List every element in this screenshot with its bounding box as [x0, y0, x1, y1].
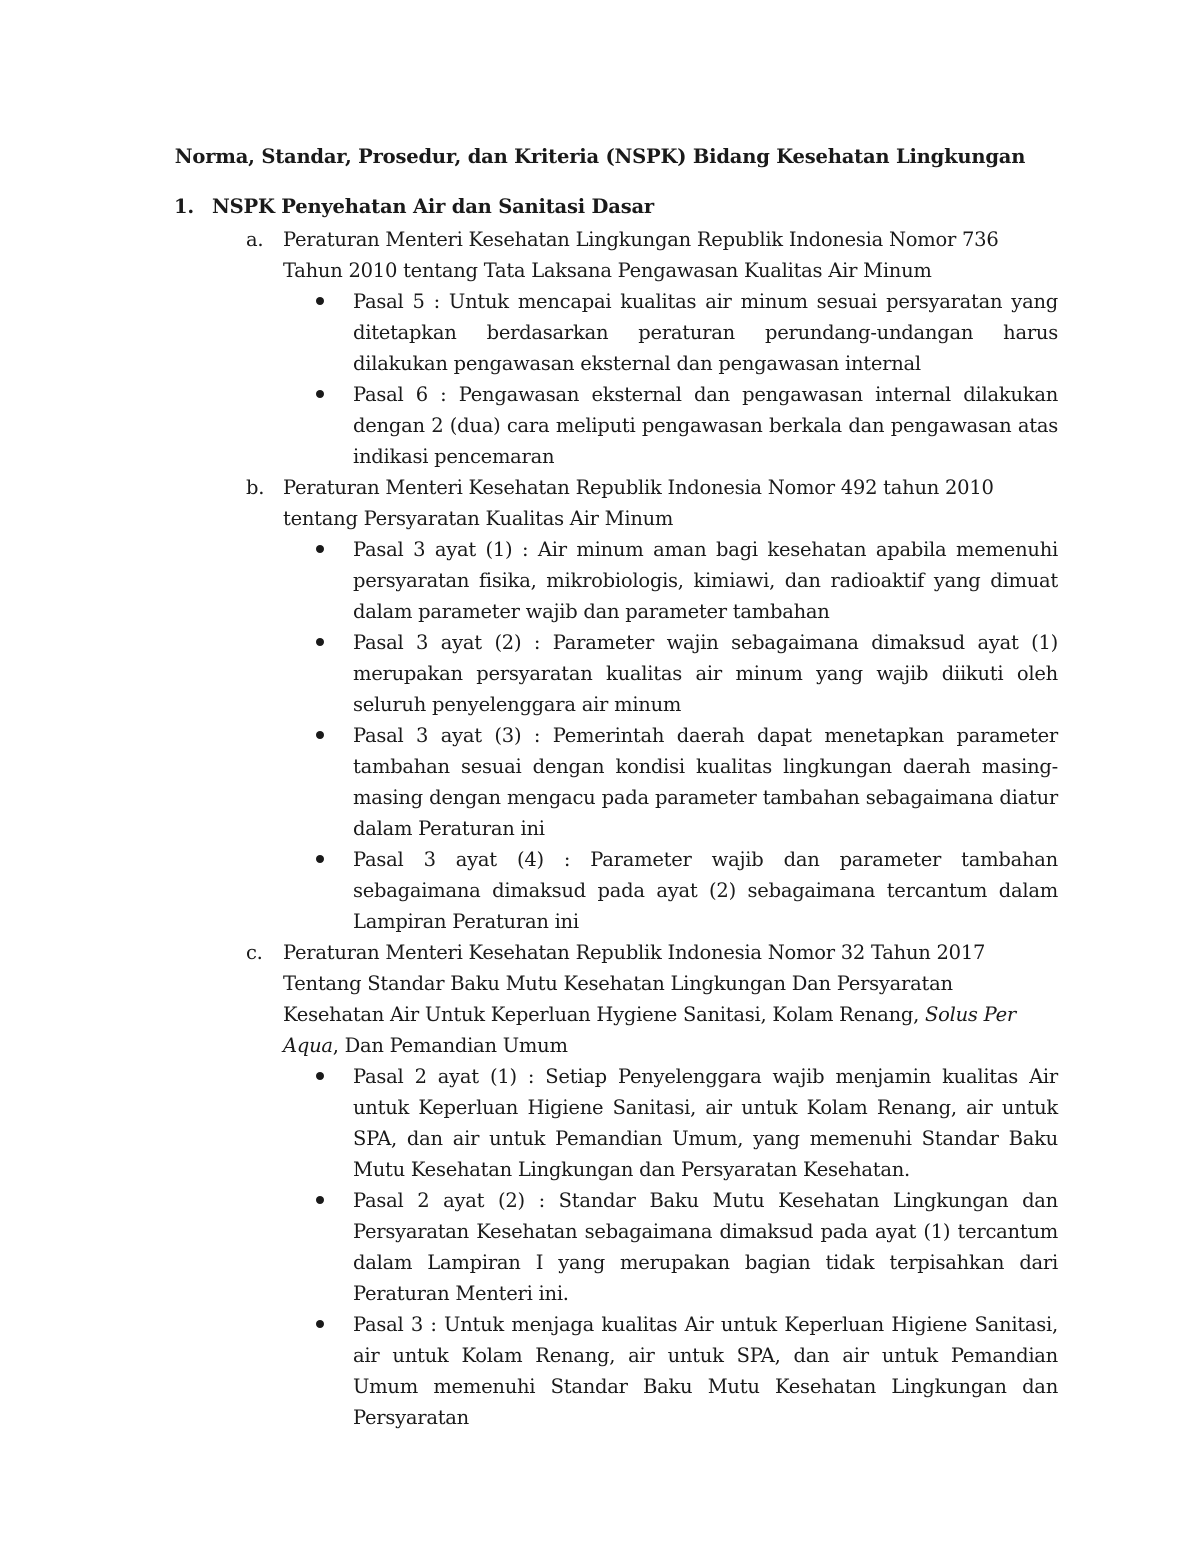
bullet-dot-icon [316, 1320, 324, 1328]
regulation-item-a [0, 224, 1058, 286]
bullet-text: Pasal 6 : Pengawasan eksternal dan pengawasan internal dilakukan dengan 2 (dua) cara meliputi pengawasan berkala dan pengawasan atas indikasi pencemaran [353, 383, 1058, 468]
section-number: 1. [174, 195, 194, 218]
bullet-dot-icon [316, 545, 324, 553]
regulation-letter: b. [246, 476, 265, 499]
bullet-text: Pasal 3 : Untuk menjaga kualitas Air untuk Keperluan Higiene Sanitasi, air untuk Kolam Renang, air untuk SPA, dan air untuk Pemandian Umum memenuhi Standar Baku Mutu Kesehatan Lingkungan dan Persyaratan [353, 1313, 1058, 1429]
document-title: Norma, Standar, Prosedur, dan Kriteria (NSPK) Bidang Kesehatan Lingkungan [174, 145, 1026, 168]
regulation-text-italic: Solus Per Aqua [283, 1003, 1016, 1057]
list-item [0, 720, 1058, 844]
regulation-text-part: , Dan Pemandian Umum [332, 1034, 568, 1057]
list-item [0, 1061, 1058, 1185]
bullet-text: Pasal 5 : Untuk mencapai kualitas air minum sesuai persyaratan yang ditetapkan berdasarkan peraturan perundang-undangan harus dilakukan pengawasan eksternal dan pengawasan internal [353, 290, 1058, 375]
regulation-text [283, 941, 1016, 1057]
list-item [0, 1185, 1058, 1309]
bullet-text: Pasal 2 ayat (1) : Setiap Penyelenggara wajib menjamin kualitas Air untuk Keperluan Higiene Sanitasi, air untuk Kolam Renang, air untuk SPA, dan air untuk Pemandian Umum, yang memenuhi Standar Baku Mutu Kesehatan Lingkungan dan Persyaratan Kesehatan. [353, 1065, 1058, 1181]
list-item [0, 844, 1058, 937]
bullet-text: Pasal 3 ayat (1) : Air minum aman bagi kesehatan apabila memenuhi persyaratan fisika, mikrobiologis, kimiawi, dan radioaktif yang dimuat dalam parameter wajib dan parameter tambahan [353, 538, 1058, 623]
list-item [0, 1309, 1058, 1433]
regulation-letter: c. [246, 941, 263, 964]
bullet-text: Pasal 3 ayat (3) : Pemerintah daerah dapat menetapkan parameter tambahan sesuai dengan kondisi kualitas lingkungan daerah masing-masing dengan mengacu pada parameter tambahan sebagaimana diatur dalam Peraturan ini [353, 724, 1058, 840]
bullet-dot-icon [316, 1072, 324, 1080]
regulation-item-b [0, 472, 1058, 534]
bullet-text: Pasal 2 ayat (2) : Standar Baku Mutu Kesehatan Lingkungan dan Persyaratan Kesehatan sebagaimana dimaksud pada ayat (1) tercantum dalam Lampiran I yang merupakan bagian tidak terpisahkan dari Peraturan Menteri ini. [353, 1189, 1058, 1305]
regulation-text-part: Peraturan Menteri Kesehatan Republik Indonesia Nomor 32 Tahun 2017 Tentang Standar Baku Mutu Kesehatan Lingkungan Dan Persyaratan Kesehatan Air Untuk Keperluan Hygiene Sanitasi, Kolam Renang, [283, 941, 986, 1026]
document-body [0, 224, 1200, 1433]
list-item [0, 379, 1058, 472]
bullet-list [0, 286, 1200, 472]
bullet-dot-icon [316, 1196, 324, 1204]
bullet-dot-icon [316, 390, 324, 398]
regulation-text: Peraturan Menteri Kesehatan Lingkungan Republik Indonesia Nomor 736 Tahun 2010 tentang Tata Laksana Pengawasan Kualitas Air Minum [283, 228, 999, 282]
section-heading [174, 194, 1074, 220]
bullet-dot-icon [316, 855, 324, 863]
bullet-list [0, 534, 1200, 937]
list-item [0, 286, 1058, 379]
bullet-dot-icon [316, 297, 324, 305]
regulation-letter: a. [246, 228, 264, 251]
bullet-list [0, 1061, 1200, 1433]
list-item [0, 627, 1058, 720]
bullet-text: Pasal 3 ayat (4) : Parameter wajib dan parameter tambahan sebagaimana dimaksud pada ayat (2) sebagaimana tercantum dalam Lampiran Peraturan ini [353, 848, 1058, 933]
regulation-text: Peraturan Menteri Kesehatan Republik Indonesia Nomor 492 tahun 2010 tentang Persyaratan Kualitas Air Minum [283, 476, 994, 530]
bullet-dot-icon [316, 638, 324, 646]
bullet-dot-icon [316, 731, 324, 739]
regulation-item-c [0, 937, 1058, 1061]
list-item [0, 534, 1058, 627]
bullet-text: Pasal 3 ayat (2) : Parameter wajin sebagaimana dimaksud ayat (1) merupakan persyaratan kualitas air minum yang wajib diikuti oleh seluruh penyelenggara air minum [353, 631, 1058, 716]
section-heading-text: NSPK Penyehatan Air dan Sanitasi Dasar [212, 195, 654, 218]
